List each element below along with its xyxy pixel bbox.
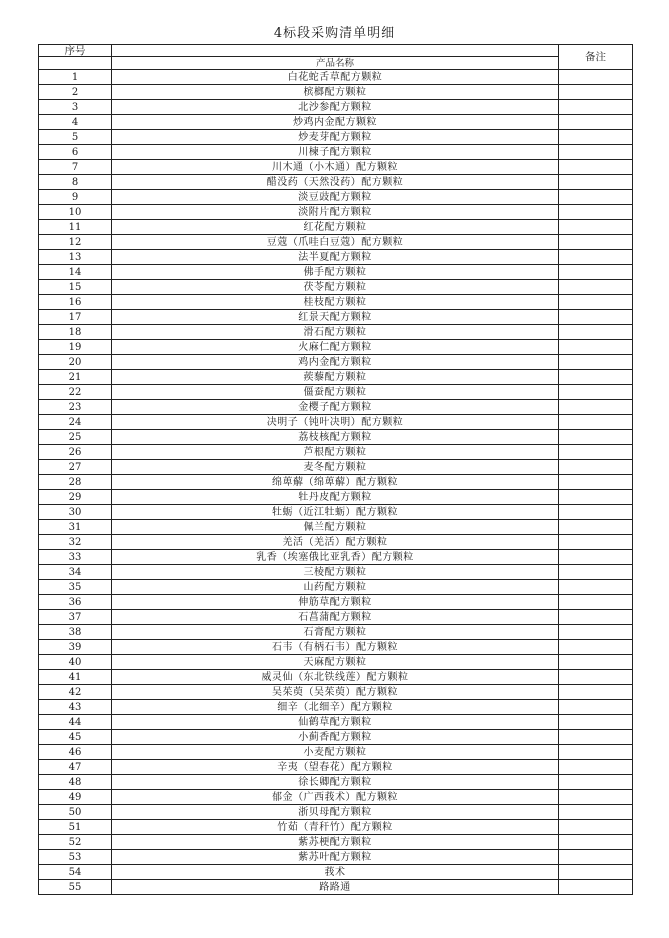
row-note: [559, 565, 633, 580]
product-name: 佩兰配方颗粒: [112, 520, 559, 535]
row-note: [559, 775, 633, 790]
header-name: 产品名称: [112, 57, 559, 70]
header-name-top: [112, 45, 559, 57]
product-name: 路路通: [112, 880, 559, 895]
table-row: [39, 415, 633, 430]
row-note: [559, 385, 633, 400]
product-name: 醋没药（天然没药）配方颗粒: [112, 175, 559, 190]
row-note: [559, 370, 633, 385]
row-note: [559, 205, 633, 220]
product-name: 小麦配方颗粒: [112, 745, 559, 760]
table-row: [39, 520, 633, 535]
product-name: 紫苏叶配方颗粒: [112, 850, 559, 865]
product-name: 红景天配方颗粒: [112, 310, 559, 325]
row-note: [559, 175, 633, 190]
product-name: 紫苏梗配方颗粒: [112, 835, 559, 850]
table-row: [39, 865, 633, 880]
table-row: [39, 175, 633, 190]
table-row: [39, 730, 633, 745]
table-row: [39, 655, 633, 670]
row-note: [559, 715, 633, 730]
table-row: [39, 535, 633, 550]
product-name: 山药配方颗粒: [112, 580, 559, 595]
row-note: [559, 340, 633, 355]
row-number: 5: [39, 130, 112, 145]
row-number: 28: [39, 475, 112, 490]
table-row: [39, 205, 633, 220]
table-row: [39, 760, 633, 775]
row-number: 43: [39, 700, 112, 715]
row-note: [559, 430, 633, 445]
product-name: 北沙参配方颗粒: [112, 100, 559, 115]
table-row: [39, 610, 633, 625]
row-note: [559, 790, 633, 805]
product-name: 天麻配方颗粒: [112, 655, 559, 670]
row-note: [559, 310, 633, 325]
product-name: 茯苓配方颗粒: [112, 280, 559, 295]
table-row: [39, 700, 633, 715]
row-number: 32: [39, 535, 112, 550]
table-row: [39, 115, 633, 130]
product-name: 火麻仁配方颗粒: [112, 340, 559, 355]
header-seq-bottom: [39, 57, 112, 70]
table-row: [39, 250, 633, 265]
table-row: [39, 625, 633, 640]
product-name: 法半夏配方颗粒: [112, 250, 559, 265]
row-note: [559, 610, 633, 625]
product-name: 吴茱萸（吴茱萸）配方颗粒: [112, 685, 559, 700]
product-name: 牡蛎（近江牡蛎）配方颗粒: [112, 505, 559, 520]
table-row: [39, 340, 633, 355]
row-number: 42: [39, 685, 112, 700]
table-row: [39, 580, 633, 595]
table-row: [39, 565, 633, 580]
table-row: [39, 505, 633, 520]
product-name: 金樱子配方颗粒: [112, 400, 559, 415]
table-row: [39, 160, 633, 175]
product-name: 乳香（埃塞俄比亚乳香）配方颗粒: [112, 550, 559, 565]
table-row: [39, 460, 633, 475]
row-note: [559, 835, 633, 850]
row-note: [559, 640, 633, 655]
table-row: [39, 310, 633, 325]
row-number: 47: [39, 760, 112, 775]
product-name: 郁金（广西莪术）配方颗粒: [112, 790, 559, 805]
product-name: 石韦（有柄石韦）配方颗粒: [112, 640, 559, 655]
row-number: 13: [39, 250, 112, 265]
product-name: 三棱配方颗粒: [112, 565, 559, 580]
row-number: 10: [39, 205, 112, 220]
row-number: 12: [39, 235, 112, 250]
table-row: [39, 265, 633, 280]
row-number: 49: [39, 790, 112, 805]
row-number: 11: [39, 220, 112, 235]
table-row: [39, 805, 633, 820]
row-number: 45: [39, 730, 112, 745]
row-note: [559, 190, 633, 205]
table-row: [39, 295, 633, 310]
table-row: [39, 220, 633, 235]
row-note: [559, 325, 633, 340]
row-note: [559, 760, 633, 775]
table-row: [39, 280, 633, 295]
table-row: [39, 670, 633, 685]
table-row: [39, 355, 633, 370]
table-row: [39, 430, 633, 445]
row-note: [559, 100, 633, 115]
product-name: 滑石配方颗粒: [112, 325, 559, 340]
row-note: [559, 535, 633, 550]
product-name: 炒麦芽配方颗粒: [112, 130, 559, 145]
table-row: [39, 835, 633, 850]
procurement-table: [38, 44, 633, 895]
row-number: 40: [39, 655, 112, 670]
row-number: 51: [39, 820, 112, 835]
product-name: 莪术: [112, 865, 559, 880]
row-note: [559, 550, 633, 565]
table-row: [39, 370, 633, 385]
product-name: 淡豆豉配方颗粒: [112, 190, 559, 205]
row-number: 46: [39, 745, 112, 760]
product-name: 桂枝配方颗粒: [112, 295, 559, 310]
row-number: 22: [39, 385, 112, 400]
product-name: 石膏配方颗粒: [112, 625, 559, 640]
row-note: [559, 490, 633, 505]
table-row: [39, 775, 633, 790]
product-name: 牡丹皮配方颗粒: [112, 490, 559, 505]
row-note: [559, 625, 633, 640]
header-note: 备注: [559, 45, 633, 70]
table-row: [39, 325, 633, 340]
product-name: 槟榔配方颗粒: [112, 85, 559, 100]
row-note: [559, 520, 633, 535]
row-number: 33: [39, 550, 112, 565]
product-name: 麦冬配方颗粒: [112, 460, 559, 475]
row-number: 26: [39, 445, 112, 460]
row-number: 35: [39, 580, 112, 595]
row-number: 7: [39, 160, 112, 175]
header-seq: 序号: [39, 45, 112, 57]
row-note: [559, 250, 633, 265]
row-number: 41: [39, 670, 112, 685]
table-row: [39, 445, 633, 460]
row-number: 27: [39, 460, 112, 475]
table-row: [39, 790, 633, 805]
row-number: 37: [39, 610, 112, 625]
row-note: [559, 850, 633, 865]
row-note: [559, 685, 633, 700]
table-row: [39, 550, 633, 565]
row-note: [559, 70, 633, 85]
product-name: 小蓟香配方颗粒: [112, 730, 559, 745]
row-note: [559, 730, 633, 745]
row-number: 30: [39, 505, 112, 520]
table-row: [39, 145, 633, 160]
row-number: 16: [39, 295, 112, 310]
row-note: [559, 595, 633, 610]
row-note: [559, 475, 633, 490]
row-note: [559, 355, 633, 370]
product-name: 仙鹤草配方颗粒: [112, 715, 559, 730]
row-number: 31: [39, 520, 112, 535]
product-name: 辛夷（望春花）配方颗粒: [112, 760, 559, 775]
row-number: 3: [39, 100, 112, 115]
row-note: [559, 280, 633, 295]
row-note: [559, 820, 633, 835]
row-note: [559, 805, 633, 820]
product-name: 荔枝核配方颗粒: [112, 430, 559, 445]
row-note: [559, 445, 633, 460]
row-number: 29: [39, 490, 112, 505]
table-row: [39, 715, 633, 730]
row-note: [559, 400, 633, 415]
row-number: 18: [39, 325, 112, 340]
row-number: 4: [39, 115, 112, 130]
product-name: 炒鸡内金配方颗粒: [112, 115, 559, 130]
product-name: 徐长卿配方颗粒: [112, 775, 559, 790]
product-name: 威灵仙（东北铁线莲）配方颗粒: [112, 670, 559, 685]
product-name: 川楝子配方颗粒: [112, 145, 559, 160]
row-note: [559, 460, 633, 475]
row-number: 6: [39, 145, 112, 160]
product-name: 蒺藜配方颗粒: [112, 370, 559, 385]
row-note: [559, 160, 633, 175]
table-row: [39, 235, 633, 250]
row-number: 21: [39, 370, 112, 385]
row-note: [559, 145, 633, 160]
row-number: 9: [39, 190, 112, 205]
row-number: 39: [39, 640, 112, 655]
product-name: 竹茹（青秆竹）配方颗粒: [112, 820, 559, 835]
table-row: [39, 490, 633, 505]
product-name: 僵蚕配方颗粒: [112, 385, 559, 400]
row-note: [559, 220, 633, 235]
row-note: [559, 265, 633, 280]
product-name: 决明子（钝叶决明）配方颗粒: [112, 415, 559, 430]
row-note: [559, 655, 633, 670]
table-row: [39, 400, 633, 415]
page-title: 4标段采购清单明细: [273, 26, 396, 41]
row-number: 48: [39, 775, 112, 790]
row-number: 23: [39, 400, 112, 415]
product-name: 羌活（羌活）配方颗粒: [112, 535, 559, 550]
table-row: [39, 595, 633, 610]
row-number: 36: [39, 595, 112, 610]
row-note: [559, 505, 633, 520]
table-row: [39, 190, 633, 205]
row-number: 15: [39, 280, 112, 295]
product-name: 细辛（北细辛）配方颗粒: [112, 700, 559, 715]
row-number: 14: [39, 265, 112, 280]
row-number: 52: [39, 835, 112, 850]
row-number: 17: [39, 310, 112, 325]
product-name: 豆蔻（爪哇白豆蔻）配方颗粒: [112, 235, 559, 250]
product-name: 川木通（小木通）配方颗粒: [112, 160, 559, 175]
row-number: 24: [39, 415, 112, 430]
product-name: 白花蛇舌草配方颗粒: [112, 70, 559, 85]
product-name: 伸筋草配方颗粒: [112, 595, 559, 610]
product-name: 芦根配方颗粒: [112, 445, 559, 460]
row-number: 20: [39, 355, 112, 370]
row-note: [559, 415, 633, 430]
row-note: [559, 700, 633, 715]
row-number: 8: [39, 175, 112, 190]
table-row: [39, 385, 633, 400]
row-note: [559, 865, 633, 880]
row-number: 1: [39, 70, 112, 85]
product-name: 淡附片配方颗粒: [112, 205, 559, 220]
row-note: [559, 295, 633, 310]
row-number: 38: [39, 625, 112, 640]
row-number: 44: [39, 715, 112, 730]
table-row: [39, 85, 633, 100]
table-row: [39, 130, 633, 145]
product-name: 鸡内金配方颗粒: [112, 355, 559, 370]
row-number: 54: [39, 865, 112, 880]
table-row: [39, 475, 633, 490]
row-number: 34: [39, 565, 112, 580]
table-row: [39, 850, 633, 865]
row-number: 53: [39, 850, 112, 865]
table-row: [39, 745, 633, 760]
table-row: [39, 100, 633, 115]
product-name: 佛手配方颗粒: [112, 265, 559, 280]
row-number: 25: [39, 430, 112, 445]
table-row: [39, 880, 633, 895]
table-row: [39, 640, 633, 655]
table-row: [39, 820, 633, 835]
row-note: [559, 235, 633, 250]
row-number: 2: [39, 85, 112, 100]
table-row: [39, 685, 633, 700]
product-name: 绵萆薢（绵萆薢）配方颗粒: [112, 475, 559, 490]
row-note: [559, 580, 633, 595]
row-note: [559, 880, 633, 895]
product-name: 浙贝母配方颗粒: [112, 805, 559, 820]
row-note: [559, 115, 633, 130]
row-number: 55: [39, 880, 112, 895]
product-name: 石菖蒲配方颗粒: [112, 610, 559, 625]
row-number: 50: [39, 805, 112, 820]
row-number: 19: [39, 340, 112, 355]
table-row: [39, 70, 633, 85]
row-note: [559, 745, 633, 760]
product-name: 红花配方颗粒: [112, 220, 559, 235]
row-note: [559, 130, 633, 145]
row-note: [559, 670, 633, 685]
row-note: [559, 85, 633, 100]
